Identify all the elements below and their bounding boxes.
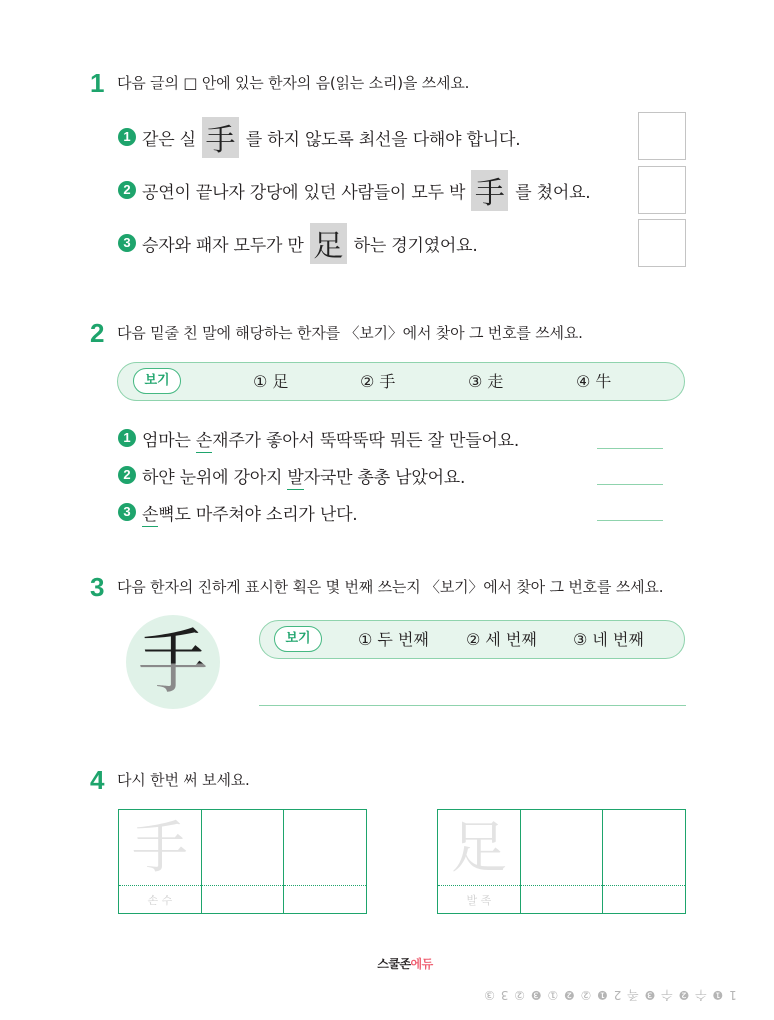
answer-box-2[interactable] — [638, 166, 686, 214]
section-2-item-3 — [118, 500, 358, 524]
item-number-badge: 2 — [118, 181, 136, 199]
answer-box-3[interactable] — [638, 219, 686, 267]
bogi-option-3: ③ 走 — [468, 372, 504, 391]
dotted-guide-line — [119, 885, 201, 886]
writing-cell[interactable] — [520, 810, 603, 913]
stroke-order-hanja: 手 — [138, 621, 208, 703]
section-2-item-2 — [118, 463, 465, 487]
dotted-guide-line — [284, 885, 366, 886]
item-text-before: 승자와 패자 모두가 만 — [142, 235, 304, 256]
hanja-box: 手 — [202, 117, 239, 158]
bogi-option-1: ① 두 번째 — [358, 630, 429, 649]
answer-line-1[interactable] — [597, 448, 663, 449]
trace-hanja: 足 — [450, 816, 507, 881]
sentence-after: 재주가 좋아서 뚝딱뚝딱 뭐든 잘 만들어요. — [212, 430, 520, 451]
item-text-after: 하는 경기였어요. — [353, 235, 478, 256]
section-1-item-1 — [118, 116, 520, 158]
section-4-instruction: 다시 한번 써 보세요. — [117, 771, 250, 789]
item-sentence — [142, 426, 519, 451]
publisher-logo — [372, 955, 438, 973]
bogi-label: 보기 — [274, 626, 322, 652]
answer-box-1[interactable] — [638, 112, 686, 160]
item-number-badge: 3 — [118, 503, 136, 521]
section-1-number: 1 — [90, 68, 105, 98]
hanja-stroke-circle — [126, 615, 220, 709]
sentence-after: 자국만 총총 남았어요. — [303, 467, 466, 488]
writing-cell[interactable] — [283, 810, 366, 913]
dotted-guide-line — [521, 885, 603, 886]
item-number-badge: 1 — [118, 429, 136, 447]
underlined-word: 발 — [287, 467, 304, 488]
answer-line-2[interactable] — [597, 484, 663, 485]
answer-line-section-3[interactable] — [259, 705, 686, 706]
bogi-option-3: ③ 네 번째 — [573, 630, 644, 649]
bogi-box-section-3 — [259, 620, 685, 659]
item-text-after: 를 쳤어요. — [515, 182, 591, 203]
bogi-option-2: ② 세 번째 — [466, 630, 537, 649]
underlined-word: 손 — [195, 430, 213, 451]
item-sentence — [142, 500, 358, 525]
writing-cell[interactable] — [602, 810, 685, 913]
section-3-instruction: 다음 한자의 진하게 표시한 획은 몇 번째 쓰는지 〈보기〉에서 찾아 그 번호를 쓰세요. — [117, 578, 664, 596]
bogi-option-2: ② 手 — [360, 372, 396, 391]
answer-key-upside-down: 1 ❶ 수 ❷ 수 ❸ 족 2 ❶ ② ❷ ① ❸ ② 3 ③ — [483, 988, 737, 1002]
writing-grid-2 — [437, 809, 686, 914]
item-sentence — [142, 463, 465, 488]
trace-hanja: 手 — [131, 816, 188, 881]
sentence-after: 뼉도 마주쳐야 소리가 난다. — [158, 504, 358, 525]
sentence-before: 엄마는 — [142, 430, 196, 451]
hanja-box: 手 — [471, 170, 508, 211]
bogi-option-4: ④ 牛 — [576, 372, 612, 391]
item-text-after: 를 하지 않도록 최선을 다해야 합니다. — [245, 129, 521, 150]
dotted-guide-line — [603, 885, 685, 886]
answer-line-3[interactable] — [597, 520, 663, 521]
section-1-instruction: 다음 글의 □ 안에 있는 한자의 음(읽는 소리)을 쓰세요. — [117, 74, 470, 92]
section-1-item-2 — [118, 169, 591, 211]
sentence-before: 하얀 눈위에 강아지 — [142, 467, 288, 488]
item-text-before: 같은 실 — [142, 129, 196, 150]
section-3-number: 3 — [90, 572, 105, 602]
writing-cell[interactable] — [201, 810, 284, 913]
section-1-item-3 — [118, 222, 478, 264]
underlined-word: 손 — [142, 504, 159, 525]
section-2-item-1 — [118, 426, 519, 450]
section-2-instruction: 다음 밑줄 친 말에 해당하는 한자를 〈보기〉에서 찾아 그 번호를 쓰세요. — [117, 324, 583, 342]
logo-primary-text: 스쿨존 — [377, 957, 411, 971]
writing-grid-1 — [118, 809, 367, 914]
section-2-number: 2 — [90, 318, 105, 348]
item-number-badge: 1 — [118, 128, 136, 146]
item-number-badge: 2 — [118, 466, 136, 484]
dotted-guide-line — [438, 885, 520, 886]
writing-cell-guide[interactable] — [119, 810, 201, 913]
hanja-reading: 손 수 — [147, 894, 173, 907]
section-4-number: 4 — [90, 765, 105, 795]
hanja-reading: 발 족 — [466, 894, 492, 907]
writing-cell-guide[interactable] — [438, 810, 520, 913]
bogi-option-1: ① 足 — [253, 372, 289, 391]
dotted-guide-line — [202, 885, 284, 886]
hanja-box: 足 — [310, 223, 347, 264]
logo-accent-text: 에듀 — [410, 957, 433, 971]
bogi-box-section-2 — [117, 362, 685, 401]
bogi-label: 보기 — [133, 368, 181, 394]
item-number-badge: 3 — [118, 234, 136, 252]
item-text-before: 공연이 끝나자 강당에 있던 사람들이 모두 박 — [142, 182, 466, 203]
